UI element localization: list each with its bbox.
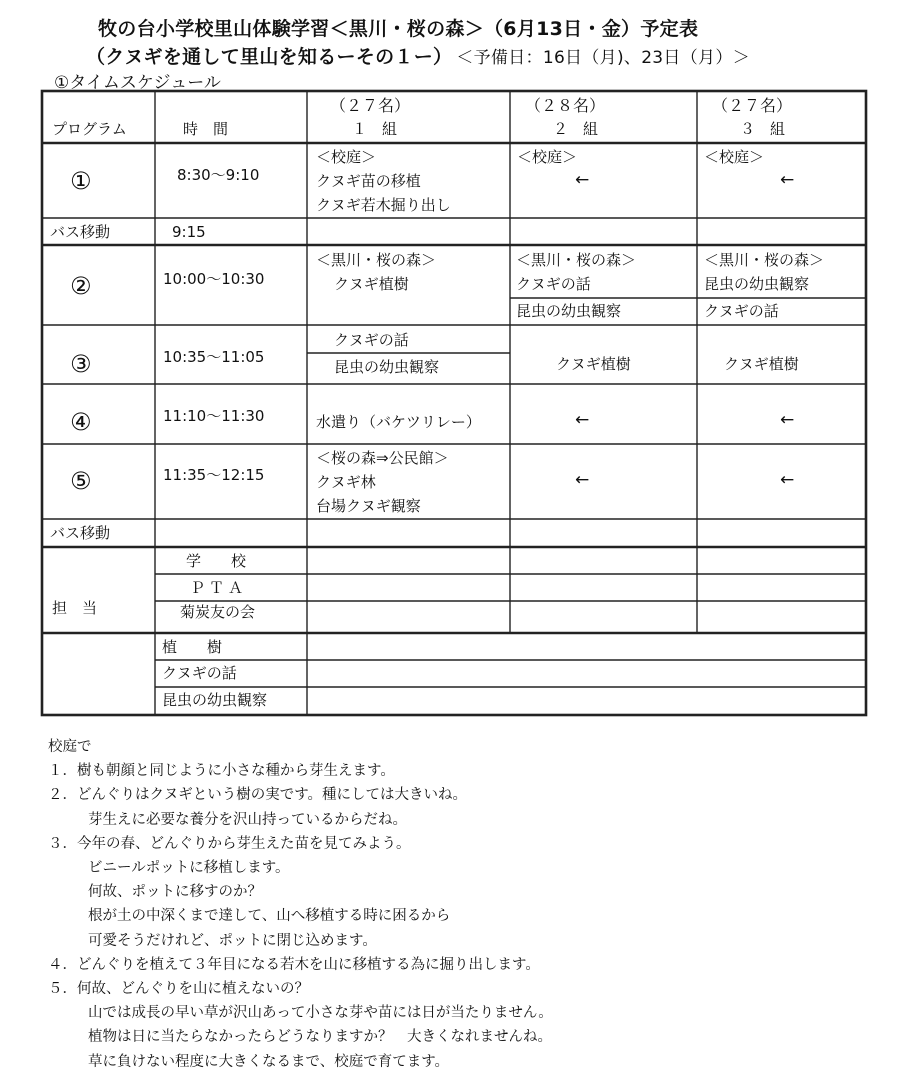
header-class3-name: ３ 組 [740, 120, 786, 138]
bus-move-2-label: バス移動 [50, 524, 111, 542]
notes-heading: 校庭で [48, 739, 92, 755]
row1-class3-place: ＜校庭＞ [704, 148, 765, 166]
program-number-3: ③ [70, 350, 92, 378]
header-class1-count: （２７名） [330, 96, 411, 115]
row1-time: 8:30〜9:10 [177, 166, 260, 184]
note-line: 山では成長の早い草が沢山あって小さな芽や苗には日が当たりません。 [88, 1005, 553, 1022]
row5-class1-line3: 台場クヌギ観察 [316, 497, 421, 515]
row2-class1-line1: ＜黒川・桜の森＞ [316, 251, 437, 269]
row3-class1-line2: 昆虫の幼虫観察 [334, 358, 440, 376]
staff-school: 学 校 [186, 552, 247, 570]
row5-class1-line2: クヌギ林 [316, 473, 376, 491]
bus-move-1-label: バス移動 [50, 223, 111, 241]
staff-kikusumi: 菊炭友の会 [180, 603, 256, 621]
note-line: ビニールポットに移植します。 [88, 860, 290, 877]
row1-class2-place: ＜校庭＞ [517, 148, 578, 166]
row4-class3-arrow: ← [780, 410, 795, 430]
row2-class1-line2: クヌギ植樹 [334, 275, 409, 293]
row1-class1-line3: クヌギ若木掘り出し [316, 196, 451, 214]
reserve-days: ＜予備日：16日（月)、23日（月）＞ [456, 48, 750, 68]
row3-time: 10:35〜11:05 [163, 348, 265, 366]
header-class3-count: （２７名） [712, 96, 793, 115]
row2-class2-line3: 昆虫の幼虫観察 [516, 302, 622, 320]
row4-time: 11:10〜11:30 [163, 407, 265, 425]
program-number-2: ② [70, 272, 92, 300]
note-line: ５．何故、どんぐりを山に植えないの？ [48, 981, 309, 998]
section-heading: ①タイムスケジュール [54, 73, 221, 93]
role-insects: 昆虫の幼虫観察 [162, 691, 268, 709]
note-line: 根が土の中深くまで達して、山へ移植する時に困るから [88, 908, 451, 925]
row2-class3-line3: クヌギの話 [704, 302, 779, 320]
row2-class3-line2: 昆虫の幼虫観察 [704, 275, 810, 293]
header-program: プログラム [52, 120, 127, 138]
page-title: 牧の台小学校里山体験学習＜黒川・桜の森＞（6月13日・金）予定表 [98, 18, 699, 40]
note-line: 草に負けない程度に大きくなるまで、校庭で育てます。 [88, 1053, 450, 1070]
row5-class3-arrow: ← [780, 470, 795, 490]
header-class1-name: １ 組 [352, 120, 398, 138]
header-time: 時 間 [183, 120, 229, 138]
staff-label: 担 当 [52, 599, 98, 617]
row2-class3-line1: ＜黒川・桜の森＞ [704, 251, 825, 269]
header-class2-name: ２ 組 [553, 120, 599, 138]
row3-class3-activity: クヌギ植樹 [724, 355, 799, 373]
note-line: ３．今年の春、どんぐりから芽生えた苗を見てみよう。 [48, 835, 411, 852]
row5-class2-arrow: ← [575, 470, 590, 490]
row1-class1-line1: ＜校庭＞ [316, 148, 377, 166]
row1-class3-arrow: ← [780, 170, 795, 190]
row2-class2-line1: ＜黒川・桜の森＞ [516, 251, 637, 269]
note-line: 何故、ポットに移すのか？ [88, 884, 262, 901]
role-talk: クヌギの話 [162, 664, 237, 682]
row2-time: 10:00〜10:30 [163, 270, 265, 288]
row4-class2-arrow: ← [575, 410, 590, 430]
program-number-1: ① [70, 167, 92, 195]
subtitle-text: （クヌギを通して里山を知るーその１ー） [86, 46, 453, 68]
note-line: 植物は日に当たらなかったらどうなりますか？ 大きくなれませんね。 [88, 1029, 552, 1046]
row2-class2-line2: クヌギの話 [516, 275, 591, 293]
note-line: ４．どんぐりを植えて３年目になる若木を山に移植する為に掘り出します。 [48, 956, 540, 973]
row3-class2-activity: クヌギ植樹 [556, 355, 631, 373]
note-line: 可愛そうだけれど、ポットに閉じ込めます。 [88, 932, 377, 949]
row3-class1-line1: クヌギの話 [334, 331, 409, 349]
row1-class2-arrow: ← [575, 170, 590, 190]
row5-class1-line1: ＜桜の森⇒公民館＞ [316, 449, 449, 467]
bus-move-1-time: 9:15 [172, 223, 206, 241]
row4-class1-activity: 水遣り（バケツリレー） [316, 413, 481, 431]
header-class2-count: （２８名） [525, 96, 606, 115]
role-planting: 植 樹 [162, 638, 223, 656]
program-number-4: ④ [70, 408, 92, 436]
row5-time: 11:35〜12:15 [163, 466, 265, 484]
program-number-5: ⑤ [70, 467, 92, 495]
row1-class1-line2: クヌギ苗の移植 [316, 172, 421, 190]
note-line: １．樹も朝顔と同じように小さな種から芽生えます。 [48, 763, 395, 780]
note-line: 芽生えに必要な養分を沢山持っているからだね。 [88, 811, 407, 828]
note-line: ２．どんぐりはクヌギという樹の実です。種にしては大きいね。 [48, 787, 468, 804]
notes-section [48, 735, 553, 1074]
staff-pta: ＰＴＡ [190, 579, 248, 597]
